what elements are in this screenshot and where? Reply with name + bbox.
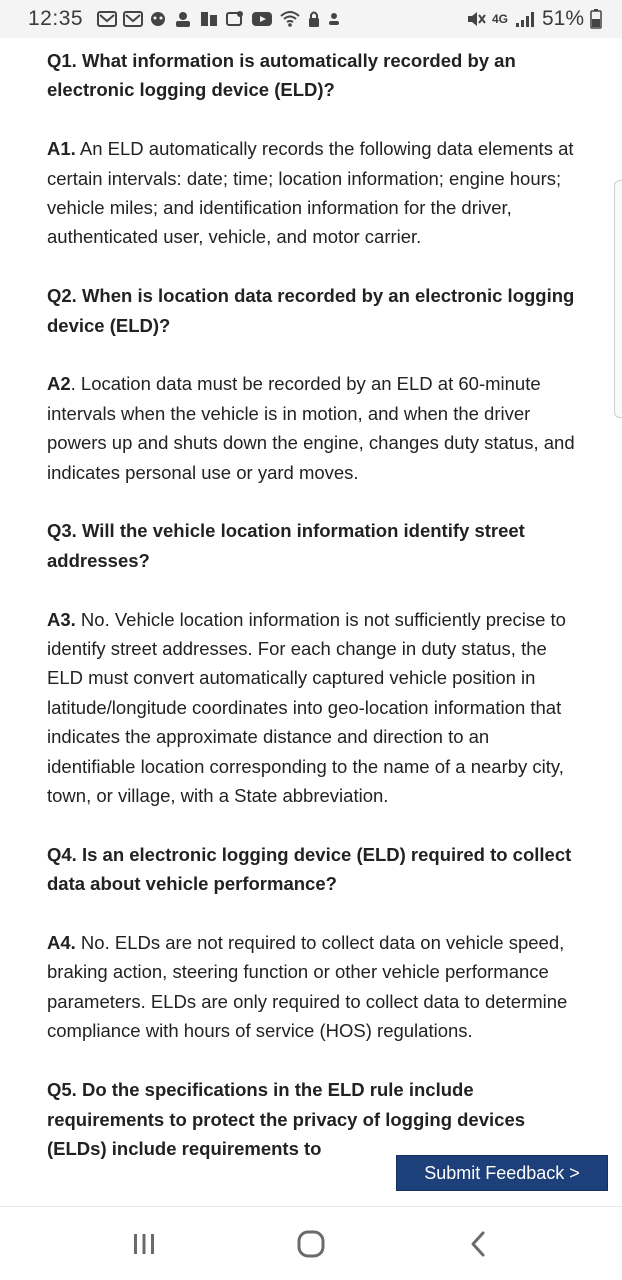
faq-question: Q5. Do the specifications in the ELD rule include requirements to protect the privacy of logging devices (ELDs) include requirements to (47, 1079, 526, 1159)
faq-question: Q3. Will the vehicle location information identify street addresses? (47, 520, 525, 571)
faq-answer (47, 134, 582, 252)
faq-answer (47, 928, 582, 1046)
answer-label: A4. (47, 932, 76, 954)
wifi-icon (279, 10, 301, 28)
app-icon (173, 10, 193, 28)
home-icon (296, 1229, 326, 1259)
status-time: 12:35 (28, 7, 84, 30)
battery-icon (590, 9, 602, 29)
mute-icon (466, 10, 486, 28)
notification-icons (97, 10, 466, 28)
faq-list (0, 38, 622, 1163)
signal-icon (514, 10, 536, 28)
system-status (466, 7, 602, 31)
recents-button[interactable] (114, 1219, 174, 1269)
faq-question: Q4. Is an electronic logging device (ELD) required to collect data about vehicle performance? (47, 843, 572, 895)
app-icon (199, 10, 219, 28)
answer-label: A2 (47, 373, 71, 395)
faq-answer (47, 605, 582, 811)
recents-icon (130, 1231, 158, 1257)
youtube-icon (251, 11, 273, 27)
home-button[interactable] (281, 1219, 341, 1269)
faq-content[interactable] (0, 38, 622, 1206)
navigation-bar (0, 1206, 622, 1280)
faq-question: Q1. What information is automatically recorded by an electronic logging device (ELD)? (47, 50, 516, 101)
battery-percent: 51% (541, 7, 584, 30)
answer-label: A3. (47, 608, 76, 630)
mail-icon (97, 11, 117, 27)
back-button[interactable] (448, 1219, 508, 1269)
faq-answer (47, 369, 582, 487)
person-icon (327, 10, 341, 28)
submit-feedback-button[interactable]: Submit Feedback > (396, 1155, 608, 1191)
answer-text: No. Vehicle location information is not sufficiently precise to identify street addresses. For each change in duty status, the ELD must convert automatically captured vehicle position in latitude/longitude coordinates into geo-location information that indicates the approximate distance and direction to an identifiable location corresponding to the name of a nearby city, town, or village, with a State abbreviation. (47, 608, 566, 807)
notification-icon (149, 10, 167, 28)
answer-text: No. ELDs are not required to collect data on vehicle speed, braking action, steering function or other vehicle performance parameters. ELDs are only required to collect data to determine compliance with hours of service (HOS) regulations. (47, 932, 568, 1042)
mail-icon (123, 11, 143, 27)
answer-text: An ELD automatically records the following data elements at certain intervals: date; time; location information; engine hours; vehicle miles; and identification information for the driver, authenticated user, vehicle, and motor carrier. (47, 138, 574, 248)
answer-text: . Location data must be recorded by an ELD at 60-minute intervals when the vehicle is in motion, and when the driver powers up and shuts down the engine, changes duty status, and indicates personal use or yard moves. (47, 373, 575, 483)
back-icon (468, 1230, 488, 1258)
app-icon (225, 10, 245, 28)
faq-question: Q2. When is location data recorded by an electronic logging device (ELD)? (47, 285, 575, 336)
network-type: 4G (491, 12, 508, 26)
answer-label: A1. (47, 138, 76, 160)
lock-icon (307, 10, 321, 28)
scroll-indicator[interactable] (614, 180, 622, 418)
status-bar (0, 0, 622, 38)
